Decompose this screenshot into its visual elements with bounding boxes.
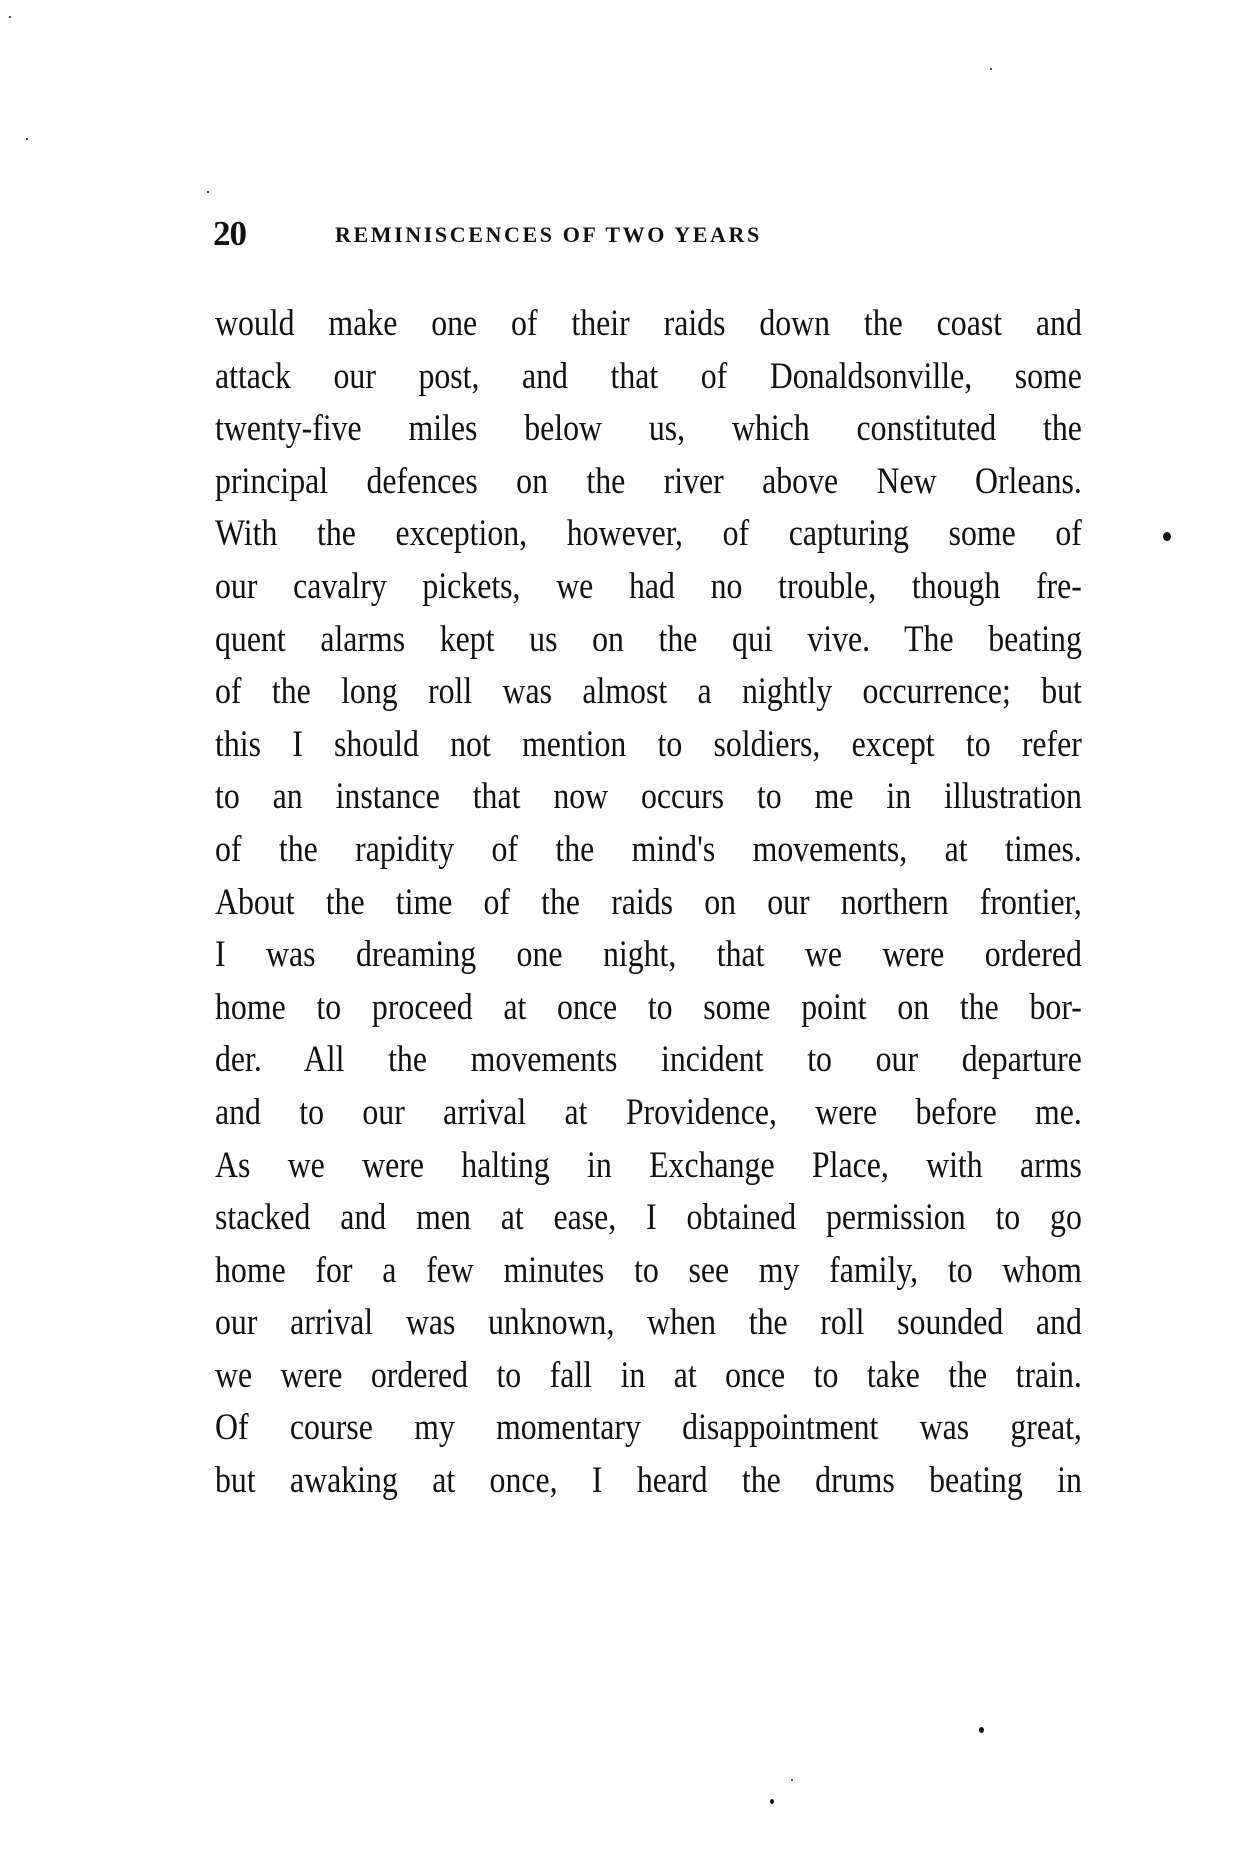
ink-speck [9, 16, 11, 18]
text-line: home for a few minutes to see my family, to whom [215, 1249, 1082, 1291]
text-line: attack our post, and that of Donaldsonville, some [215, 355, 1082, 397]
text-line: principal defences on the river above New Orleans. [215, 460, 1082, 502]
text-line: but awaking at once, I heard the drums beating in [215, 1460, 1082, 1502]
text-line: twenty-five miles below us, which constituted the [215, 408, 1082, 450]
text-line: our cavalry pickets, we had no trouble, though fre- [215, 565, 1082, 607]
ink-speck [26, 138, 28, 140]
ink-speck [979, 1727, 984, 1733]
text-line: of the long roll was almost a nightly occurrence; but [215, 671, 1082, 713]
text-line: With the exception, however, of capturing some of [215, 513, 1082, 555]
page-number: 20 [213, 214, 246, 253]
text-line: About the time of the raids on our northern frontier, [215, 881, 1082, 923]
text-line: stacked and men at ease, I obtained permission to go [215, 1197, 1082, 1239]
text-line: we were ordered to fall in at once to take the train. [215, 1354, 1082, 1396]
ink-speck [791, 1779, 793, 1781]
ink-speck [990, 68, 992, 70]
text-line: I was dreaming one night, that we were ordered [215, 934, 1082, 976]
text-line: der. All the movements incident to our departure [215, 1039, 1082, 1081]
ink-speck [207, 191, 209, 193]
running-head: REMINISCENCES OF TWO YEARS [335, 222, 762, 247]
text-line: home to proceed at once to some point on the bor- [215, 986, 1082, 1028]
text-line: of the rapidity of the mind's movements, at times. [215, 828, 1082, 870]
page-header [213, 214, 1083, 254]
text-line: our arrival was unknown, when the roll sounded and [215, 1302, 1082, 1344]
text-line: As we were halting in Exchange Place, with arms [215, 1144, 1082, 1186]
text-line: quent alarms kept us on the qui vive. The beating [215, 618, 1082, 660]
text-line: this I should not mention to soldiers, except to refer [215, 723, 1082, 765]
body-text [215, 298, 1082, 1508]
text-line: Of course my momentary disappointment was great, [215, 1407, 1082, 1449]
ink-speck [770, 1799, 774, 1804]
text-line: and to our arrival at Providence, were before me. [215, 1091, 1082, 1133]
text-line: to an instance that now occurs to me in illustration [215, 776, 1082, 818]
ink-speck [1163, 532, 1171, 541]
text-line: would make one of their raids down the coast and [215, 303, 1082, 344]
